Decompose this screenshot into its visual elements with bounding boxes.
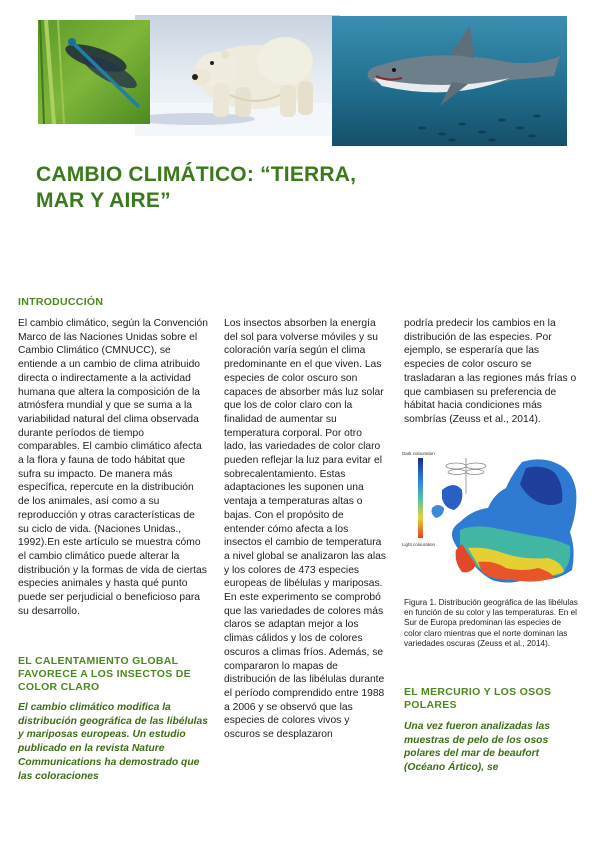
mercurio-lead: Una vez fueron analizadas las muestras de pelo de los osos polares del mar de beaufort (Océano Ártico), se	[404, 721, 550, 774]
legend-bottom-label: Light colouration	[402, 542, 436, 547]
calentamiento-lead: El cambio climático modifica la distribución geográfica de las libélulas y mariposas europeas. Un estudio publicado en la revista Nature Communications ha demostrado que las coloraciones	[18, 702, 208, 782]
mercurio-heading-line-2: POLARES	[404, 699, 457, 711]
intro-paragraph: El cambio climático, según la Convención Marco de las Naciones Unidas sobre el Cambio Climático (CMNUCC), se entiende a un cambio de clima atribuido directa o indirectamente a la actividad humana que altera la composición de la atmósfera mundial y que se suma a la variabilidad natural del clima observada durante períodos de tiempo comparables. El cambio climático afecta a la flora y fauna de todo hábitat que sufra su impacto. De manera más específica, repercute en la distribución de los animales, así como a su reproducción y otras características de su ciclo de vida. (Naciones Unidas., 1992).En este artículo se muestra cómo el cambio climático puede alterar la distribución y la formas de vida de ciertas especies animales y hasta qué punto puede ser perjudicial o beneficioso para su desarrollo.	[18, 318, 209, 617]
figure-europe-map	[402, 450, 580, 590]
figure-caption: Figura 1. Distribución geográfica de las libélulas en función de su color y las temperaturas. En el Sur de Europa predominan las especies de color claro mientras que el norte dominan las variedades oscuras (Zeuss et al., 2014).	[404, 598, 578, 648]
column-2-paragraph: Los insectos absorben la energía del sol para volverse móviles y su coloración varía según el clima predominante en el que viven. Las especies de color oscuro son capaces de absorber más luz solar que los de color claro con la finalidad de aumentar su temperatura corporal. Por otro lado, las variedades de color claro pueden reflejar la luz para evitar el sobrecalentamiento. Estas adaptaciones les suponen una ventaja a temperaturas altas o bajas. Con el propósito de entender cómo afecta a los insectos el cambio de temperatura a nivel global se analizaron las alas y los colores de 473 especies europeas de libélulas y mariposas. En este experimento se comprobó que las variedades de colores más claros se adaptan mejor a los climas cálidos y los de colores oscuros a climas fríos. Además, se compararon lo mapas de distribución de las libélulas durante el período comprendido entre 1988 a 2006 y se observó que las especies de colores vivos y oscuros se desplazaron	[224, 318, 386, 741]
dragonfly-photo	[38, 20, 150, 124]
europe-heatmap	[432, 459, 577, 582]
page-title	[36, 162, 396, 214]
polar-bear-photo	[135, 15, 340, 136]
section-heading-calentamiento	[18, 655, 208, 694]
column-3-paragraph: podría predecir los cambios en la distribución de las especies. Por ejemplo, se esperaría que las especies de color oscuro se trasladaran a las regiones más frías o que cambiasen su preferencia de hábitat hacia condiciones más sombrías (Zeuss et al., 2014).	[404, 318, 577, 425]
section-heading-intro: INTRODUCCIÓN	[18, 296, 104, 308]
calentamiento-heading-line-1: EL CALENTAMIENTO GLOBAL	[18, 655, 179, 667]
title-line-1: CAMBIO CLIMÁTICO: “TIERRA,	[36, 163, 357, 186]
legend-top-label: Dark colouration	[402, 451, 435, 456]
section-heading-mercurio	[404, 686, 582, 712]
legend-scale-bar	[418, 458, 423, 538]
shark-photo	[332, 16, 567, 146]
calentamiento-heading-line-3: COLOR CLARO	[18, 681, 100, 693]
mercurio-heading-line-1: EL MERCURIO Y LOS OSOS	[404, 686, 552, 698]
title-line-2: MAR Y AIRE”	[36, 189, 171, 212]
calentamiento-heading-line-2: FAVORECE A LOS INSECTOS DE	[18, 668, 191, 680]
